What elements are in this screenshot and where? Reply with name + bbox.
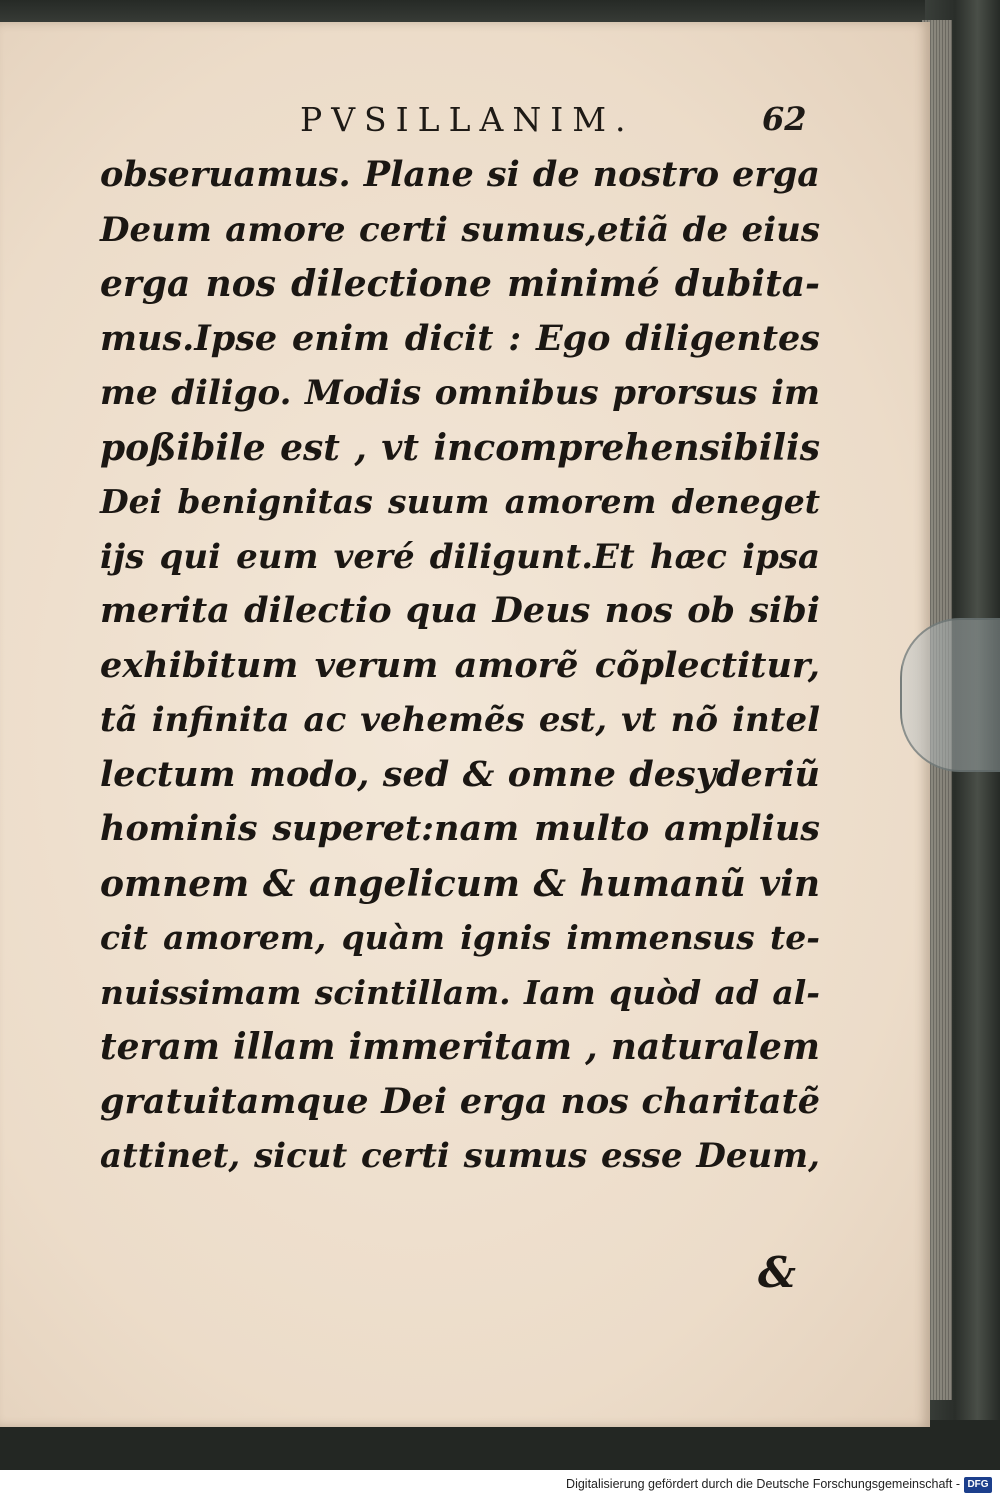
text-line: Dei benignitas suum amorem deneget [100,482,820,521]
text-line: ijs qui eum veré diligunt.Et hæc ipsa [100,536,820,577]
text-line: nuissimam scintillam. Iam quòd ad al- [100,972,820,1012]
text-line: merita dilectio qua Deus nos ob sibi [100,590,820,631]
text-line: mus.Ipse enim dicit : Ego diligentes [100,317,820,359]
text-line: hominis superet:nam multo amplius [100,808,820,849]
text-line: tã infinita ac vehemẽs est, vt nõ intel [100,700,820,740]
credit-bar [0,1470,1000,1501]
text-line: obseruamus. Plane si de nostro erga [100,154,820,195]
text-line: teram illam immeritam , naturalem [100,1026,820,1068]
bottom-book-edge [0,1420,1000,1470]
catchword: & [758,1248,796,1297]
page-clip [900,618,1000,772]
page-number: 62 [762,100,807,138]
text-line: exhibitum verum amorẽ cõplectitur, [100,644,820,686]
body-text [100,148,820,1184]
funding-credit: Digitalisierung gefördert durch die Deutsche Forschungsgemeinschaft - [566,1477,960,1491]
text-line: poßibile est , vt incomprehensibilis [100,426,820,469]
text-line: Deum amore certi sumus,etiã de eius [100,209,820,250]
text-line: me diligo. Modis omnibus prorsus im [100,373,820,413]
text-line: gratuitamque Dei erga nos charitatẽ [100,1080,820,1122]
running-head: PVSILLANIM. [300,100,635,139]
book-page [0,22,930,1427]
text-line: lectum modo, sed & omne desyderiũ [100,753,820,795]
text-line: erga nos dilectione minimé dubita- [100,263,820,305]
text-line: omnem & angelicum & humanũ vin [100,862,820,905]
text-line: cit amorem, quàm ignis immensus te- [100,918,820,957]
text-line: attinet, sicut certi sumus esse Deum, [100,1136,820,1176]
dfg-logo: DFG [964,1477,992,1493]
